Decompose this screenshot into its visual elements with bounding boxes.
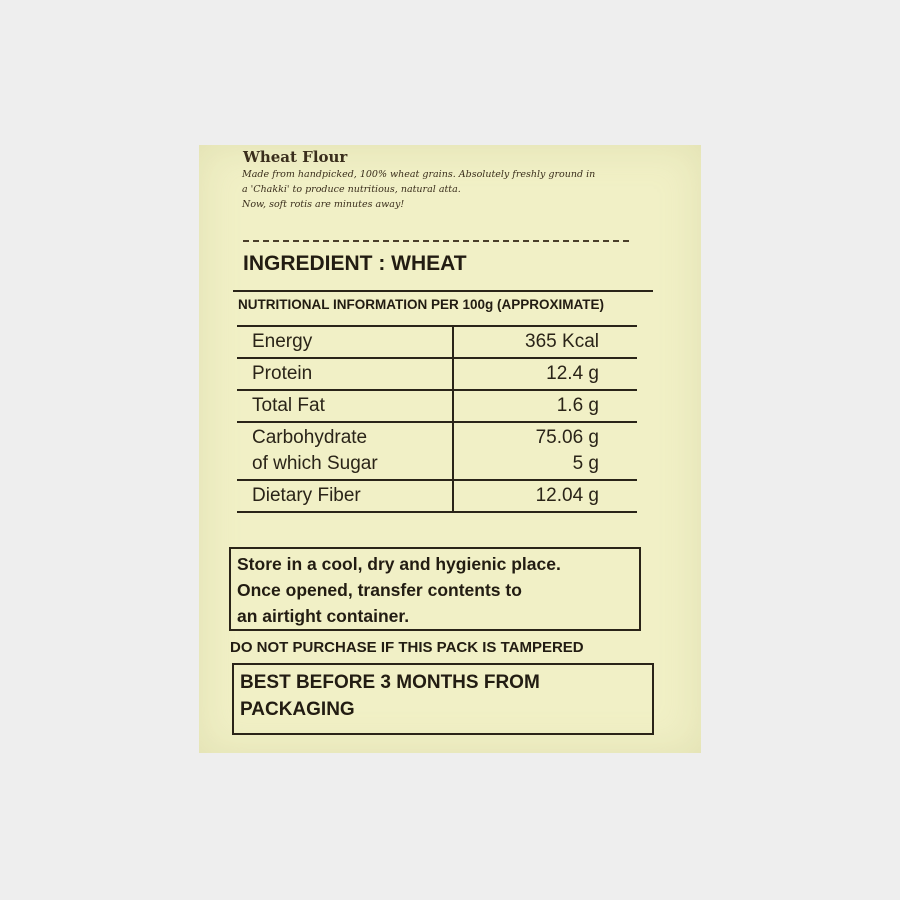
nutrient-subvalue: 5 g <box>572 453 599 474</box>
nutrient-name: Energy <box>237 326 453 358</box>
dashed-divider <box>243 240 629 242</box>
nutrient-name: Dietary Fiber <box>237 480 453 512</box>
nutrient-value: 1.6 g <box>453 390 637 422</box>
ingredient-line: INGREDIENT : WHEAT <box>243 252 467 275</box>
table-row <box>237 358 637 390</box>
product-description <box>242 167 622 212</box>
storage-line: Store in a cool, dry and hygienic place. <box>237 554 561 574</box>
nutrition-heading: NUTRITIONAL INFORMATION PER 100g (APPROXIMATE) <box>238 297 605 312</box>
nutrition-table <box>237 325 637 513</box>
table-row <box>237 390 637 422</box>
best-before-line: BEST BEFORE 3 MONTHS FROM <box>240 672 540 693</box>
table-row <box>237 422 637 480</box>
product-title: Wheat Flour <box>243 148 348 166</box>
nutrient-value-cell <box>453 422 637 480</box>
tamper-warning: DO NOT PURCHASE IF THIS PACK IS TAMPERED <box>230 639 584 656</box>
nutrition-top-rule <box>233 290 653 292</box>
nutrient-value: 365 Kcal <box>453 326 637 358</box>
best-before-line: PACKAGING <box>240 699 355 720</box>
nutrient-value: 12.4 g <box>453 358 637 390</box>
nutrient-value: 12.04 g <box>453 480 637 512</box>
nutrient-value: 75.06 g <box>535 427 599 448</box>
storage-line: Once opened, transfer contents to <box>237 580 522 600</box>
nutrient-subname: of which Sugar <box>252 453 378 474</box>
description-line: Made from handpicked, 100% wheat grains. Absolutely freshly ground in <box>242 169 596 180</box>
nutrient-name-cell <box>237 422 453 480</box>
description-line: Now, soft rotis are minutes away! <box>242 199 405 210</box>
storage-line: an airtight container. <box>237 606 410 626</box>
storage-instructions <box>229 547 641 631</box>
description-line: a 'Chakki' to produce nutritious, natural atta. <box>242 184 461 195</box>
table-row <box>237 326 637 358</box>
best-before-box <box>232 663 654 735</box>
nutrient-name: Total Fat <box>237 390 453 422</box>
package-label <box>199 145 701 753</box>
nutrient-name: Protein <box>237 358 453 390</box>
table-row <box>237 480 637 512</box>
nutrient-name: Carbohydrate <box>252 427 368 448</box>
